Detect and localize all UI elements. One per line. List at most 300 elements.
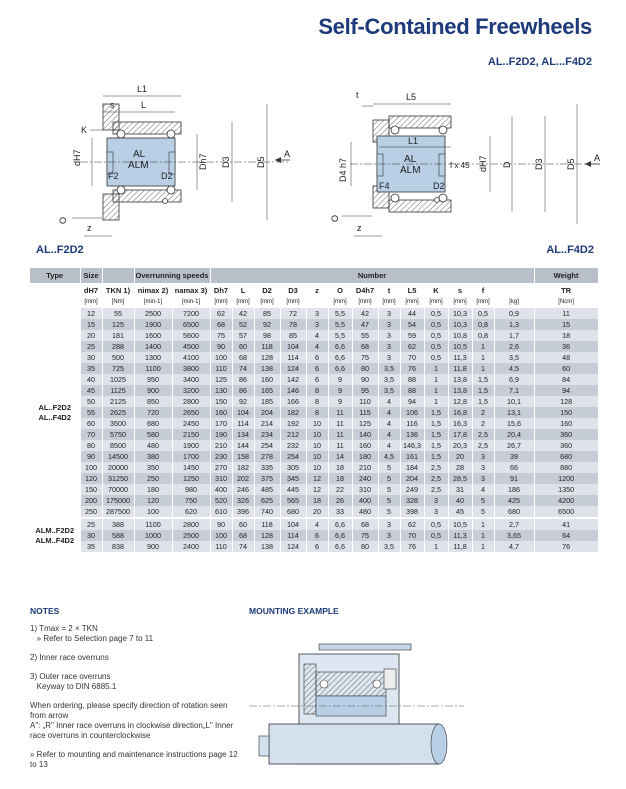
table-cell: 6 xyxy=(306,374,328,385)
table-cell: 110 xyxy=(210,363,232,374)
table-cell: 114 xyxy=(280,530,306,541)
table-cell: 680 xyxy=(534,451,598,462)
table-cell: 85 xyxy=(280,330,306,341)
table-cell: 3,5 xyxy=(378,541,400,552)
table-cell: 6,6 xyxy=(328,541,352,552)
table-cell: 480 xyxy=(134,440,172,451)
column-name: t xyxy=(378,283,400,297)
table-cell: 15 xyxy=(534,319,598,330)
table-cell: 91 xyxy=(494,473,534,484)
table-cell: 160 xyxy=(352,440,378,451)
table-cell: 445 xyxy=(280,484,306,495)
table-cell: 62 xyxy=(400,341,424,352)
table-cell: 88 xyxy=(400,374,424,385)
table-cell: 3 xyxy=(472,473,494,484)
table-cell: 3 xyxy=(424,495,448,506)
dim-Dh7-left: Dh7 xyxy=(198,153,208,170)
table-cell: 1125 xyxy=(102,385,134,396)
label-F2-left: F2 xyxy=(108,171,119,181)
table-cell: 6,6 xyxy=(328,530,352,541)
table-cell: 2,5 xyxy=(424,484,448,495)
table-cell: 3 xyxy=(378,341,400,352)
table-cell: 25 xyxy=(80,341,102,352)
mounting-example-drawing xyxy=(249,624,464,784)
table-cell: 90 xyxy=(210,341,232,352)
dim-dH7-right: dH7 xyxy=(478,155,488,172)
table-cell: 2400 xyxy=(172,541,210,552)
table-cell: 0,5 xyxy=(472,308,494,319)
note-4-direction: A": „R" Inner race overruns in clockwise direction„L" Inner race overruns in counterclockwise xyxy=(30,721,234,740)
table-cell: 60 xyxy=(232,341,254,352)
table-cell: 160 xyxy=(254,374,280,385)
table-cell: 68 xyxy=(210,319,232,330)
table-cell: 114 xyxy=(280,352,306,363)
table-cell: 94 xyxy=(534,385,598,396)
table-cell: 10,5 xyxy=(448,518,472,530)
table-row xyxy=(30,374,598,385)
table-cell: 68 xyxy=(352,341,378,352)
table-cell: 14 xyxy=(328,451,352,462)
column-name: Dh7 xyxy=(210,283,232,297)
table-cell: 125 xyxy=(102,319,134,330)
table-cell: 1700 xyxy=(172,451,210,462)
table-cell: 4 xyxy=(378,396,400,407)
table-cell: 22 xyxy=(328,484,352,495)
table-cell: 6 xyxy=(306,352,328,363)
dim-L1-left: L1 xyxy=(137,84,148,94)
table-cell: 204 xyxy=(400,473,424,484)
table-cell: 380 xyxy=(134,451,172,462)
table-cell: 254 xyxy=(280,451,306,462)
table-cell: 59 xyxy=(400,330,424,341)
column-unit: [mm] xyxy=(210,297,232,308)
mounting-example-section xyxy=(249,606,469,789)
table-cell: 92 xyxy=(254,319,280,330)
table-cell: 52 xyxy=(232,319,254,330)
table-cell: 170 xyxy=(210,418,232,429)
table-cell: 20,4 xyxy=(494,429,534,440)
column-unit: [min-1] xyxy=(134,297,172,308)
table-cell: 1450 xyxy=(172,462,210,473)
table-cell: 142 xyxy=(280,374,306,385)
table-cell: 254 xyxy=(254,440,280,451)
table-cell: 230 xyxy=(210,451,232,462)
table-cell: 725 xyxy=(102,363,134,374)
table-cell: 25 xyxy=(80,518,102,530)
table-cell: 11 xyxy=(328,407,352,418)
type-label: AL..F2D2 xyxy=(38,402,71,412)
table-cell: 55 xyxy=(102,308,134,319)
table-cell: 62 xyxy=(210,308,232,319)
table-cell: 1 xyxy=(472,530,494,541)
column-unit: [mm] xyxy=(378,297,400,308)
table-cell: 3 xyxy=(424,506,448,518)
table-row xyxy=(30,484,598,495)
specification-table xyxy=(30,268,599,552)
table-cell: 3 xyxy=(306,308,328,319)
table-cell: 42 xyxy=(232,308,254,319)
table-cell: 115 xyxy=(352,407,378,418)
dim-z-right: z xyxy=(357,223,362,233)
table-cell: 1 xyxy=(472,541,494,552)
table-cell: 20,3 xyxy=(448,440,472,451)
table-cell: 76 xyxy=(534,541,598,552)
table-cell: 204 xyxy=(254,407,280,418)
table-cell: 396 xyxy=(232,506,254,518)
arrow-A-left: A xyxy=(284,149,291,159)
table-cell: 400 xyxy=(352,495,378,506)
table-row xyxy=(30,451,598,462)
table-cell: 6 xyxy=(306,541,328,552)
table-cell: 45 xyxy=(80,385,102,396)
note-3: 3) Outer race overruns xyxy=(30,672,111,681)
table-cell: 200 xyxy=(80,495,102,506)
column-name: s xyxy=(448,283,472,297)
table-row xyxy=(30,440,598,451)
table-cell: 110 xyxy=(352,396,378,407)
label-AL-right: AL xyxy=(404,154,417,165)
table-cell: 54 xyxy=(400,319,424,330)
table-cell: 120 xyxy=(80,473,102,484)
technical-drawings xyxy=(0,40,626,265)
table-cell: 4100 xyxy=(172,352,210,363)
table-cell: 880 xyxy=(534,462,598,473)
table-cell: 60 xyxy=(534,363,598,374)
table-cell: 11,3 xyxy=(448,352,472,363)
table-cell: 146,3 xyxy=(400,440,424,451)
table-cell: 4 xyxy=(306,330,328,341)
table-row xyxy=(30,418,598,429)
table-cell: 114 xyxy=(232,418,254,429)
table-cell: 75 xyxy=(210,330,232,341)
table-cell: 8 xyxy=(306,385,328,396)
column-name: D4h7 xyxy=(352,283,378,297)
table-cell: 3 xyxy=(378,518,400,530)
table-cell: 2150 xyxy=(172,429,210,440)
table-cell: 250 xyxy=(80,506,102,518)
note-3-keyway: Keyway to DIN 6885.1 xyxy=(36,682,117,691)
table-cell: 90 xyxy=(80,451,102,462)
type-label: ALM..F2D2 xyxy=(35,525,75,535)
column-unit: [mm] xyxy=(328,297,352,308)
table-cell: 2 xyxy=(472,407,494,418)
table-cell: 2500 xyxy=(172,530,210,541)
table-cell: 3,5 xyxy=(378,385,400,396)
column-unit xyxy=(306,297,328,308)
dim-D4h7-right: D4 h7 xyxy=(338,157,348,182)
table-cell: 1100 xyxy=(134,518,172,530)
table-cell: 100 xyxy=(80,462,102,473)
table-cell: 328 xyxy=(400,495,424,506)
table-cell: 3 xyxy=(378,308,400,319)
table-cell: 2125 xyxy=(102,396,134,407)
table-cell: 3 xyxy=(306,319,328,330)
table-cell: 128 xyxy=(254,352,280,363)
table-cell: 0,5 xyxy=(424,319,448,330)
table-cell: 72 xyxy=(280,308,306,319)
table-cell: 106 xyxy=(400,407,424,418)
table-cell: 84 xyxy=(534,374,598,385)
table-cell: 100 xyxy=(134,506,172,518)
table-cell: 5 xyxy=(378,495,400,506)
table-cell: 104 xyxy=(280,341,306,352)
table-cell: 5,5 xyxy=(328,330,352,341)
table-cell: 74 xyxy=(232,363,254,374)
notes-section xyxy=(30,606,240,779)
table-cell: 124 xyxy=(280,363,306,374)
table-cell: 1250 xyxy=(172,473,210,484)
column-unit: [kg] xyxy=(494,297,534,308)
table-row xyxy=(30,429,598,440)
column-unit: [Ncm] xyxy=(534,297,598,308)
table-cell: 31 xyxy=(448,484,472,495)
table-cell: 68 xyxy=(232,352,254,363)
table-cell: 1,5 xyxy=(472,374,494,385)
table-cell: 1 xyxy=(472,363,494,374)
table-cell: 246 xyxy=(232,484,254,495)
table-cell: 0,9 xyxy=(494,308,534,319)
table-row xyxy=(30,341,598,352)
table-cell: 20 xyxy=(306,506,328,518)
table-cell: 9 xyxy=(328,396,352,407)
table-cell: 1 xyxy=(424,374,448,385)
column-unit: [mm] xyxy=(232,297,254,308)
table-cell: 1,5 xyxy=(472,396,494,407)
table-cell: 110 xyxy=(210,541,232,552)
table-cell: 76 xyxy=(400,541,424,552)
table-cell: 588 xyxy=(102,530,134,541)
column-name: O xyxy=(328,283,352,297)
column-unit: [mm] xyxy=(424,297,448,308)
table-cell: 1025 xyxy=(102,374,134,385)
table-cell: 55 xyxy=(80,407,102,418)
table-cell: 88 xyxy=(400,385,424,396)
table-cell: 520 xyxy=(210,495,232,506)
table-cell: 5 xyxy=(472,506,494,518)
table-cell: 0,5 xyxy=(424,330,448,341)
dim-D5-right: D5 xyxy=(566,158,576,170)
table-row xyxy=(30,530,598,541)
column-unit: [mm] xyxy=(448,297,472,308)
table-cell: 580 xyxy=(134,429,172,440)
column-unit: [mm] xyxy=(352,297,378,308)
table-cell: 20 xyxy=(448,451,472,462)
column-unit: [mm] xyxy=(472,297,494,308)
column-unit: [mm] xyxy=(254,297,280,308)
table-cell: 6500 xyxy=(172,319,210,330)
table-cell: 212 xyxy=(280,429,306,440)
note-4-ordering: When ordering, please specify direction of rotation seen from arrow xyxy=(30,701,228,720)
header-weight: Weight xyxy=(534,268,598,283)
table-cell: 192 xyxy=(280,418,306,429)
table-cell: 1,5 xyxy=(424,440,448,451)
table-cell: 181 xyxy=(102,330,134,341)
table-cell: 124 xyxy=(280,541,306,552)
table-cell: 750 xyxy=(172,495,210,506)
label-AL-left: AL xyxy=(133,149,146,160)
dim-dH7-left: dH7 xyxy=(72,149,82,166)
column-name: z xyxy=(306,283,328,297)
table-cell: 85 xyxy=(254,308,280,319)
dim-K-left: K xyxy=(81,125,88,135)
table-cell: 240 xyxy=(352,473,378,484)
table-cell: 375 xyxy=(254,473,280,484)
table-cell: 0,5 xyxy=(424,308,448,319)
table-cell: 680 xyxy=(494,506,534,518)
table-cell: 66 xyxy=(494,462,534,473)
table-cell: 7200 xyxy=(172,308,210,319)
table-cell: 400 xyxy=(210,484,232,495)
table-cell: 3500 xyxy=(102,418,134,429)
table-cell: 16,3 xyxy=(448,418,472,429)
table-cell: 35 xyxy=(80,541,102,552)
table-cell: 1400 xyxy=(134,341,172,352)
table-cell: 47 xyxy=(352,319,378,330)
right-freewheel-drawing xyxy=(342,104,600,236)
note-2: 2) Inner race overruns xyxy=(30,653,109,662)
table-cell: 3800 xyxy=(172,363,210,374)
table-cell: 161 xyxy=(400,451,424,462)
table-cell: 4500 xyxy=(172,341,210,352)
table-cell: 48 xyxy=(534,352,598,363)
table-cell: 18 xyxy=(306,495,328,506)
table-unit-row xyxy=(30,297,598,308)
table-cell: 26 xyxy=(328,495,352,506)
table-cell: 18 xyxy=(534,330,598,341)
table-cell: 11,3 xyxy=(448,530,472,541)
table-cell: 1 xyxy=(424,385,448,396)
table-cell: 190 xyxy=(210,429,232,440)
table-cell: 140 xyxy=(352,429,378,440)
column-name: K xyxy=(424,283,448,297)
table-cell: 10 xyxy=(306,462,328,473)
table-cell: 12 xyxy=(80,308,102,319)
table-cell: 6 xyxy=(306,530,328,541)
table-cell: 2 xyxy=(472,418,494,429)
right-drawing-caption: AL..F4D2 xyxy=(546,244,594,256)
table-cell: 40 xyxy=(448,495,472,506)
table-cell: 100 xyxy=(210,530,232,541)
label-ALM-left: ALM xyxy=(128,160,149,171)
table-cell: 1,5 xyxy=(472,385,494,396)
table-cell: 232 xyxy=(280,440,306,451)
table-cell: 210 xyxy=(352,462,378,473)
table-cell: 160 xyxy=(534,418,598,429)
column-unit: [mm] xyxy=(400,297,424,308)
table-cell: 3,5 xyxy=(378,363,400,374)
table-cell: 6,6 xyxy=(328,518,352,530)
table-cell: 980 xyxy=(172,484,210,495)
table-row xyxy=(30,462,598,473)
table-cell: 138 xyxy=(254,363,280,374)
table-cell: 18 xyxy=(328,473,352,484)
table-cell: 0,8 xyxy=(472,319,494,330)
table-cell: 70 xyxy=(80,429,102,440)
table-cell: 118 xyxy=(254,341,280,352)
column-unit: [Nm] xyxy=(102,297,134,308)
table-cell: 1100 xyxy=(134,363,172,374)
table-cell: 3,65 xyxy=(494,530,534,541)
table-cell: 40 xyxy=(80,374,102,385)
table-cell: 3 xyxy=(378,530,400,541)
table-cell: 35 xyxy=(80,363,102,374)
table-cell: 80 xyxy=(80,440,102,451)
table-cell: 185 xyxy=(254,396,280,407)
table-cell: 210 xyxy=(210,440,232,451)
table-cell: 3,5 xyxy=(378,374,400,385)
label-ALM-right: ALM xyxy=(400,165,421,176)
arrow-A-right: A xyxy=(594,153,601,163)
table-cell: 144 xyxy=(232,440,254,451)
table-row xyxy=(30,330,598,341)
table-cell: 1,7 xyxy=(494,330,534,341)
table-cell: 1900 xyxy=(134,319,172,330)
column-name: D2 xyxy=(254,283,280,297)
table-cell: 10 xyxy=(306,440,328,451)
page-subtitle: AL..F2D2, AL...F4D2 xyxy=(487,56,592,68)
table-cell: 158 xyxy=(232,451,254,462)
table-cell: 28 xyxy=(448,462,472,473)
table-cell: 620 xyxy=(172,506,210,518)
table-cell: 4,5 xyxy=(494,363,534,374)
dim-D-right: D xyxy=(502,161,512,168)
type-cell xyxy=(30,518,80,552)
table-cell: 287500 xyxy=(102,506,134,518)
table-cell: 3 xyxy=(378,330,400,341)
dim-L1-right: L1 xyxy=(408,136,419,146)
column-unit: [min-1] xyxy=(172,297,210,308)
table-cell: 2,5 xyxy=(472,429,494,440)
table-cell: 36 xyxy=(534,341,598,352)
label-F4-right: F4 xyxy=(379,181,390,191)
table-cell: 1,5 xyxy=(424,429,448,440)
table-cell: 175000 xyxy=(102,495,134,506)
table-cell: 78 xyxy=(280,319,306,330)
table-cell: 11,8 xyxy=(448,541,472,552)
table-cell: 5 xyxy=(378,506,400,518)
dim-D3-left: D3 xyxy=(221,156,231,168)
table-cell: 485 xyxy=(254,484,280,495)
table-cell: 6,9 xyxy=(494,374,534,385)
table-cell: 60 xyxy=(80,418,102,429)
table-cell: 134 xyxy=(232,429,254,440)
table-cell: 1 xyxy=(472,518,494,530)
table-cell: 5600 xyxy=(172,330,210,341)
table-cell: 565 xyxy=(280,495,306,506)
table-cell: 6,6 xyxy=(328,341,352,352)
type-cell xyxy=(30,308,80,518)
table-cell: 2800 xyxy=(172,396,210,407)
table-cell: 12 xyxy=(306,484,328,495)
header-type: Type xyxy=(30,268,80,283)
table-cell: 9 xyxy=(328,374,352,385)
table-cell: 1,3 xyxy=(494,319,534,330)
table-cell: 30 xyxy=(80,352,102,363)
table-cell: 120 xyxy=(134,495,172,506)
table-cell: 20 xyxy=(80,330,102,341)
table-cell: 625 xyxy=(254,495,280,506)
table-cell: 838 xyxy=(102,541,134,552)
table-cell: 950 xyxy=(134,374,172,385)
table-cell: 16,8 xyxy=(448,407,472,418)
table-cell: 92 xyxy=(232,396,254,407)
table-cell: 33 xyxy=(328,506,352,518)
dim-O-right: O xyxy=(330,214,340,222)
table-cell: 125 xyxy=(210,374,232,385)
table-cell: 4,5 xyxy=(378,451,400,462)
table-cell: 165 xyxy=(254,385,280,396)
table-cell: 250 xyxy=(134,473,172,484)
